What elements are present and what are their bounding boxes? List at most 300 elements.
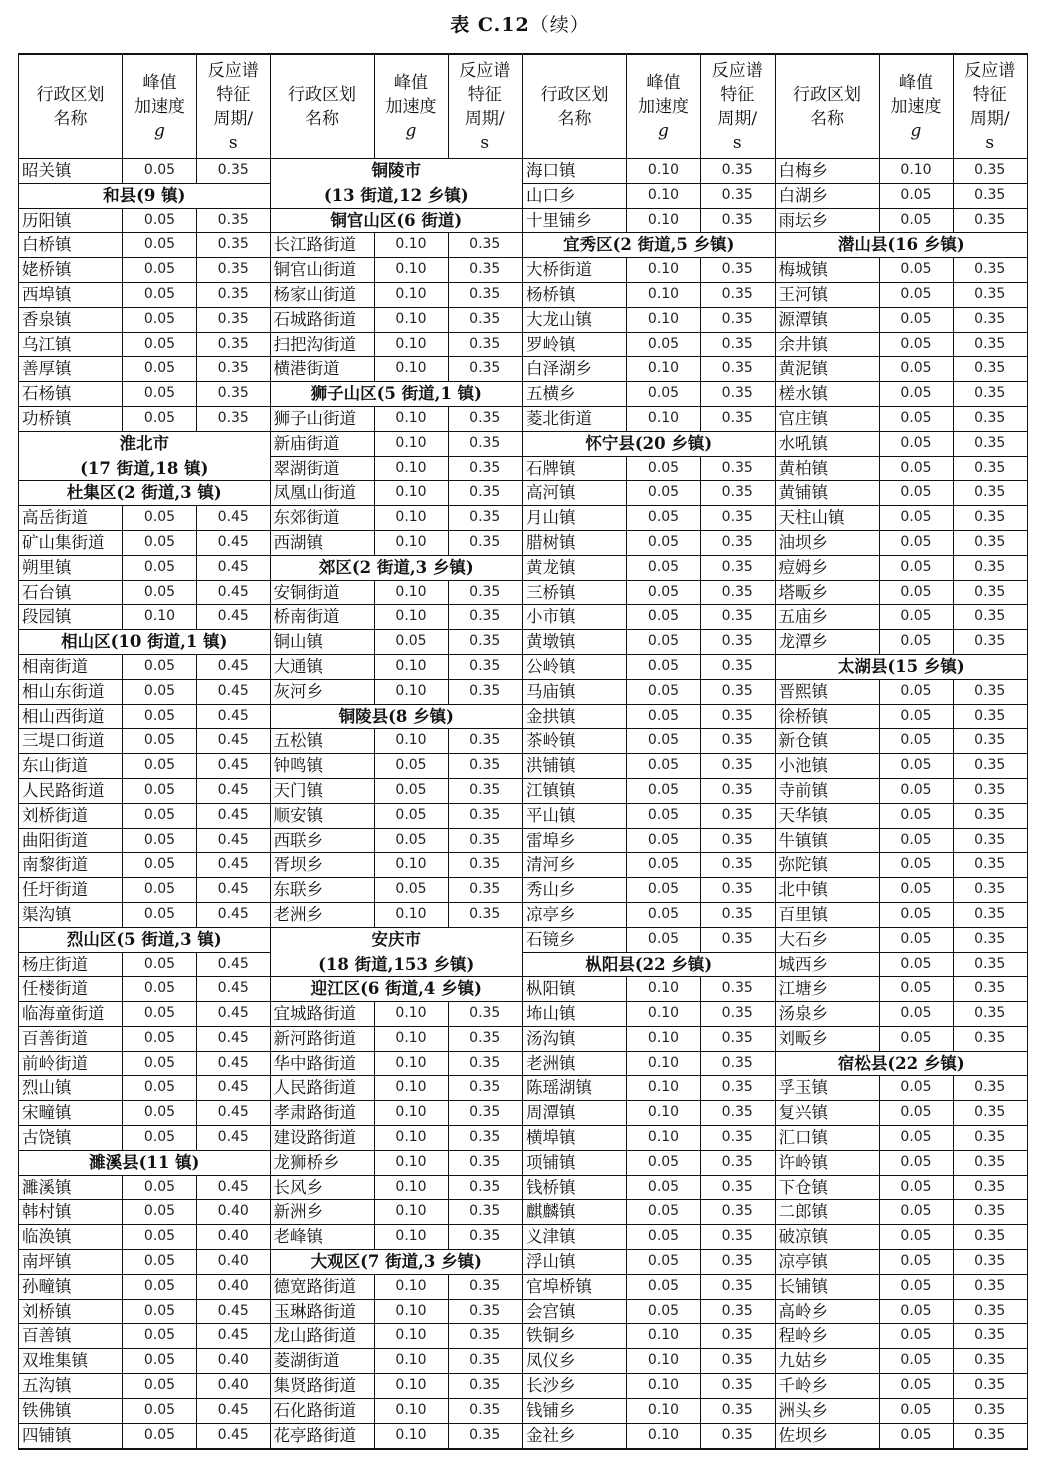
table-row xyxy=(776,1250,1028,1275)
table-row xyxy=(776,680,1028,705)
cell-region-name: 新仓镇 xyxy=(776,729,880,753)
cell-characteristic-period: 0.35 xyxy=(721,285,753,302)
cell-region-name: 石化路街道 xyxy=(271,1399,375,1423)
cell-peak-acceleration: 0.05 xyxy=(880,829,954,853)
table-row xyxy=(776,1324,1028,1349)
table-row xyxy=(19,1126,270,1151)
table-row xyxy=(271,283,523,308)
cell-region-name: 南坪镇 xyxy=(19,1250,123,1274)
cell-region-name: 钱桥镇 xyxy=(523,1176,627,1200)
cell-peak-acceleration: 0.05 xyxy=(627,382,701,406)
cell-region-name: 前岭街道 xyxy=(19,1052,123,1076)
table-row xyxy=(19,779,270,804)
table-row xyxy=(19,1424,270,1449)
cell-characteristic-period: 0.35 xyxy=(469,1426,501,1443)
cell-peak-acceleration: 0.05 xyxy=(880,209,954,233)
header-peak-unit: g xyxy=(658,120,669,141)
header-name-line: 名称 xyxy=(53,108,88,129)
cell-peak-acceleration: 0.05 xyxy=(880,729,954,753)
cell-region-name: 大通镇 xyxy=(271,655,375,679)
cell-peak-acceleration: 0.05 xyxy=(627,581,701,605)
cell-characteristic-period: 0.35 xyxy=(974,1104,1006,1121)
cell-peak-acceleration: 0.05 xyxy=(123,878,197,902)
cell-region-name: 西湖镇 xyxy=(271,531,375,555)
table-row xyxy=(523,1027,775,1052)
table-row xyxy=(523,481,775,506)
header-period-line: 特征 xyxy=(467,84,502,105)
cell-characteristic-period: 0.45 xyxy=(217,509,249,526)
cell-characteristic-period: 0.35 xyxy=(721,310,753,327)
cell-region-name: 天柱山镇 xyxy=(776,506,880,530)
table-row xyxy=(523,680,775,705)
table-row xyxy=(523,1275,775,1300)
cell-region-name: 三堤口街道 xyxy=(19,729,123,753)
cell-characteristic-period: 0.35 xyxy=(469,633,501,650)
table-row xyxy=(776,1002,1028,1027)
cell-region-name: 白梅乡 xyxy=(776,159,880,183)
cell-region-name: 相山西街道 xyxy=(19,705,123,729)
cell-peak-acceleration: 0.05 xyxy=(880,1399,954,1423)
cell-region-name: 山口乡 xyxy=(523,184,627,208)
table-row xyxy=(271,531,523,556)
table-row xyxy=(271,581,523,606)
cell-region-name: 公岭镇 xyxy=(523,655,627,679)
cell-region-name: 周潭镇 xyxy=(523,1101,627,1125)
cell-characteristic-period: 0.35 xyxy=(974,682,1006,699)
cell-peak-acceleration: 0.10 xyxy=(627,407,701,431)
table-header xyxy=(523,55,775,159)
table-row xyxy=(271,878,523,903)
cell-peak-acceleration: 0.05 xyxy=(880,630,954,654)
cell-characteristic-period: 0.35 xyxy=(721,608,753,625)
cell-peak-acceleration: 0.10 xyxy=(627,1027,701,1051)
cell-characteristic-period: 0.35 xyxy=(974,1377,1006,1394)
header-peak-line: 峰值 xyxy=(646,72,681,93)
cell-region-name: 灰河乡 xyxy=(271,680,375,704)
cell-region-name: 五横乡 xyxy=(523,382,627,406)
table-row xyxy=(776,1151,1028,1176)
cell-peak-acceleration: 0.05 xyxy=(123,1002,197,1026)
cell-characteristic-period: 0.35 xyxy=(217,285,249,302)
cell-peak-acceleration: 0.05 xyxy=(123,1200,197,1224)
cell-region-name: 五沟镇 xyxy=(19,1374,123,1398)
table-row xyxy=(19,1052,270,1077)
table-row xyxy=(271,1076,523,1101)
cell-peak-acceleration: 0.05 xyxy=(880,333,954,357)
cell-peak-acceleration: 0.05 xyxy=(627,457,701,481)
table-row xyxy=(19,283,270,308)
cell-peak-acceleration: 0.05 xyxy=(880,1374,954,1398)
table-row xyxy=(776,1176,1028,1201)
cell-peak-acceleration: 0.05 xyxy=(123,556,197,580)
table-row xyxy=(19,333,270,358)
cell-characteristic-period: 0.35 xyxy=(469,1104,501,1121)
cell-region-name: 玉琳路街道 xyxy=(271,1300,375,1324)
cell-region-name: 源潭镇 xyxy=(776,308,880,332)
cell-characteristic-period: 0.35 xyxy=(974,261,1006,278)
cell-region-name: 月山镇 xyxy=(523,506,627,530)
table-row xyxy=(523,1151,775,1176)
cell-characteristic-period: 0.40 xyxy=(217,1203,249,1220)
cell-region-name: 四铺镇 xyxy=(19,1424,123,1449)
group-heading-row: 怀宁县(20 乡镇) xyxy=(523,432,775,457)
cell-region-name: 段园镇 xyxy=(19,605,123,629)
cell-characteristic-period: 0.35 xyxy=(974,1029,1006,1046)
cell-peak-acceleration: 0.05 xyxy=(880,1027,954,1051)
cell-characteristic-period: 0.35 xyxy=(469,881,501,898)
cell-peak-acceleration: 0.10 xyxy=(375,457,449,481)
cell-characteristic-period: 0.40 xyxy=(217,1352,249,1369)
cell-region-name: 白桥镇 xyxy=(19,233,123,257)
cell-peak-acceleration: 0.10 xyxy=(627,1374,701,1398)
cell-region-name: 余井镇 xyxy=(776,333,880,357)
cell-characteristic-period: 0.45 xyxy=(217,1302,249,1319)
cell-characteristic-period: 0.40 xyxy=(217,1277,249,1294)
cell-characteristic-period: 0.35 xyxy=(469,583,501,600)
group-heading-row: 烈山区(5 街道,3 镇) xyxy=(19,928,270,953)
group-heading-row: 郊区(2 街道,3 乡镇) xyxy=(271,556,523,581)
table-row xyxy=(19,308,270,333)
cell-characteristic-period: 0.35 xyxy=(721,1029,753,1046)
table-row xyxy=(523,705,775,730)
cell-peak-acceleration: 0.05 xyxy=(123,1027,197,1051)
cell-characteristic-period: 0.35 xyxy=(469,434,501,451)
table-row xyxy=(776,432,1028,457)
cell-region-name: 痘姆乡 xyxy=(776,556,880,580)
cell-peak-acceleration: 0.05 xyxy=(880,1225,954,1249)
table-row xyxy=(776,903,1028,928)
table-row xyxy=(271,1101,523,1126)
cell-region-name: 黄龙镇 xyxy=(523,556,627,580)
table-row xyxy=(19,1374,270,1399)
cell-characteristic-period: 0.35 xyxy=(469,261,501,278)
cell-region-name: 许岭镇 xyxy=(776,1151,880,1175)
cell-characteristic-period: 0.35 xyxy=(217,360,249,377)
cell-region-name: 槎水镇 xyxy=(776,382,880,406)
cell-peak-acceleration: 0.05 xyxy=(627,853,701,877)
cell-peak-acceleration: 0.05 xyxy=(123,1424,197,1449)
table-row xyxy=(19,506,270,531)
cell-region-name: 凉亭镇 xyxy=(776,1250,880,1274)
group-heading-row: 和县(9 镇) xyxy=(19,184,270,209)
cell-peak-acceleration: 0.05 xyxy=(627,903,701,927)
table-row xyxy=(19,680,270,705)
table-row xyxy=(523,1225,775,1250)
table-row xyxy=(776,1399,1028,1424)
cell-characteristic-period: 0.35 xyxy=(469,1228,501,1245)
table-row xyxy=(523,878,775,903)
header-name-line: 行政区划 xyxy=(288,84,356,105)
header-period-line: 反应谱 xyxy=(459,60,511,81)
cell-peak-acceleration: 0.05 xyxy=(627,605,701,629)
cell-peak-acceleration: 0.05 xyxy=(375,829,449,853)
table-row xyxy=(776,283,1028,308)
cell-region-name: 西埠镇 xyxy=(19,283,123,307)
cell-peak-acceleration: 0.05 xyxy=(880,804,954,828)
cell-characteristic-period: 0.35 xyxy=(974,1005,1006,1022)
cell-peak-acceleration: 0.05 xyxy=(123,308,197,332)
table-row xyxy=(271,333,523,358)
cell-region-name: 烈山镇 xyxy=(19,1076,123,1100)
cell-peak-acceleration: 0.05 xyxy=(123,233,197,257)
cell-characteristic-period: 0.35 xyxy=(469,1153,501,1170)
cell-peak-acceleration: 0.05 xyxy=(880,1176,954,1200)
cell-peak-acceleration: 0.05 xyxy=(375,779,449,803)
cell-characteristic-period: 0.45 xyxy=(217,608,249,625)
group-heading-row: 铜陵市 xyxy=(371,161,421,180)
table-row xyxy=(19,1027,270,1052)
cell-region-name: 杨家山街道 xyxy=(271,283,375,307)
cell-peak-acceleration: 0.10 xyxy=(375,1275,449,1299)
cell-region-name: 石镜乡 xyxy=(523,928,627,952)
header-peak-line: 峰值 xyxy=(899,72,933,93)
table-row xyxy=(19,1225,270,1250)
cell-region-name: 弥陀镇 xyxy=(776,853,880,877)
table-row xyxy=(776,209,1028,234)
cell-region-name: 乌江镇 xyxy=(19,333,123,357)
table-row xyxy=(523,1250,775,1275)
cell-peak-acceleration: 0.05 xyxy=(880,184,954,208)
cell-region-name: 铁佛镇 xyxy=(19,1399,123,1423)
cell-peak-acceleration: 0.05 xyxy=(880,581,954,605)
cell-characteristic-period: 0.35 xyxy=(721,831,753,848)
header-period-unit: s xyxy=(732,132,742,153)
cell-characteristic-period: 0.35 xyxy=(469,1079,501,1096)
cell-region-name: 刘桥镇 xyxy=(19,1300,123,1324)
cell-region-name: 铁铜乡 xyxy=(523,1324,627,1348)
cell-characteristic-period: 0.35 xyxy=(974,1178,1006,1195)
cell-region-name: 秀山乡 xyxy=(523,878,627,902)
cell-characteristic-period: 0.45 xyxy=(217,657,249,674)
cell-region-name: 黄铺镇 xyxy=(776,481,880,505)
cell-peak-acceleration: 0.10 xyxy=(627,209,701,233)
cell-peak-acceleration: 0.05 xyxy=(880,878,954,902)
cell-characteristic-period: 0.35 xyxy=(469,335,501,352)
cell-peak-acceleration: 0.10 xyxy=(627,283,701,307)
cell-characteristic-period: 0.45 xyxy=(217,583,249,600)
table-row xyxy=(776,457,1028,482)
cell-region-name: 茶岭镇 xyxy=(523,729,627,753)
table-row xyxy=(19,159,270,184)
cell-region-name: 油坝乡 xyxy=(776,531,880,555)
table-row xyxy=(523,184,775,209)
group-heading-row: 狮子山区(5 街道,1 镇) xyxy=(271,382,523,407)
group-heading-row: (17 街道,18 镇) xyxy=(19,457,270,482)
cell-peak-acceleration: 0.05 xyxy=(627,1151,701,1175)
cell-region-name: 大龙山镇 xyxy=(523,308,627,332)
header-name xyxy=(523,55,627,158)
cell-region-name: 孝肃路街道 xyxy=(271,1101,375,1125)
header-peak-line: 加速度 xyxy=(134,96,185,117)
cell-peak-acceleration: 0.10 xyxy=(375,1176,449,1200)
header-period-line: 周期/ xyxy=(213,108,254,129)
cell-peak-acceleration: 0.05 xyxy=(123,581,197,605)
cell-peak-acceleration: 0.05 xyxy=(123,829,197,853)
table-title-main: 表 C.12 xyxy=(450,14,530,36)
cell-characteristic-period: 0.35 xyxy=(974,1153,1006,1170)
cell-peak-acceleration: 0.10 xyxy=(375,432,449,456)
table-row xyxy=(523,1101,775,1126)
cell-peak-acceleration: 0.10 xyxy=(375,1126,449,1150)
table-row xyxy=(271,1176,523,1201)
cell-peak-acceleration: 0.10 xyxy=(375,1151,449,1175)
cell-characteristic-period: 0.35 xyxy=(721,633,753,650)
cell-peak-acceleration: 0.05 xyxy=(880,556,954,580)
table-header xyxy=(19,55,270,159)
cell-characteristic-period: 0.35 xyxy=(974,509,1006,526)
header-period-unit: s xyxy=(985,132,995,153)
header-characteristic-period xyxy=(197,55,270,158)
cell-region-name: 香泉镇 xyxy=(19,308,123,332)
table-row xyxy=(19,258,270,283)
cell-peak-acceleration: 0.05 xyxy=(123,1275,197,1299)
cell-region-name: 华中路街道 xyxy=(271,1052,375,1076)
cell-peak-acceleration: 0.05 xyxy=(880,382,954,406)
cell-characteristic-period: 0.35 xyxy=(974,1079,1006,1096)
cell-peak-acceleration: 0.10 xyxy=(627,1324,701,1348)
header-name-line: 名称 xyxy=(557,108,592,129)
table-row xyxy=(776,754,1028,779)
table-row xyxy=(776,407,1028,432)
group-heading-row: 宜秀区(2 街道,5 乡镇) xyxy=(523,233,775,258)
cell-region-name: 长风乡 xyxy=(271,1176,375,1200)
header-period-line: 反应谱 xyxy=(711,60,763,81)
table-row xyxy=(271,357,523,382)
cell-characteristic-period: 0.35 xyxy=(974,707,1006,724)
cell-characteristic-period: 0.35 xyxy=(721,707,753,724)
cell-characteristic-period: 0.35 xyxy=(721,1153,753,1170)
header-name-line: 行政区划 xyxy=(540,84,609,105)
cell-region-name: 大石乡 xyxy=(776,928,880,952)
cell-region-name: 曲阳街道 xyxy=(19,829,123,853)
cell-peak-acceleration: 0.05 xyxy=(627,1275,701,1299)
cell-region-name: 白湖乡 xyxy=(776,184,880,208)
header-peak-acceleration xyxy=(375,55,449,158)
cell-characteristic-period: 0.35 xyxy=(721,930,753,947)
table-row xyxy=(19,1300,270,1325)
cell-region-name: 横埠镇 xyxy=(523,1126,627,1150)
table-row xyxy=(776,333,1028,358)
cell-peak-acceleration: 0.10 xyxy=(375,729,449,753)
cell-characteristic-period: 0.35 xyxy=(721,1104,753,1121)
table-row xyxy=(523,729,775,754)
cell-characteristic-period: 0.35 xyxy=(721,186,753,203)
cell-region-name: 朔里镇 xyxy=(19,556,123,580)
table-row xyxy=(19,1076,270,1101)
cell-region-name: 城西乡 xyxy=(776,953,880,977)
table-header xyxy=(776,55,1028,159)
cell-region-name: 昭关镇 xyxy=(19,159,123,183)
cell-region-name: 五松镇 xyxy=(271,729,375,753)
header-period-line: 反应谱 xyxy=(207,60,259,81)
cell-peak-acceleration: 0.10 xyxy=(627,1424,701,1449)
cell-characteristic-period: 0.45 xyxy=(217,806,249,823)
header-characteristic-period xyxy=(954,55,1027,158)
cell-peak-acceleration: 0.05 xyxy=(123,283,197,307)
cell-region-name: 汤沟镇 xyxy=(523,1027,627,1051)
cell-peak-acceleration: 0.10 xyxy=(375,481,449,505)
cell-peak-acceleration: 0.10 xyxy=(880,159,954,183)
cell-peak-acceleration: 0.05 xyxy=(880,457,954,481)
cell-peak-acceleration: 0.05 xyxy=(375,630,449,654)
table-row xyxy=(523,1399,775,1424)
cell-region-name: 马庙镇 xyxy=(523,680,627,704)
cell-peak-acceleration: 0.10 xyxy=(375,655,449,679)
cell-region-name: 黄柏镇 xyxy=(776,457,880,481)
cell-peak-acceleration: 0.10 xyxy=(375,1424,449,1449)
cell-region-name: 官庄镇 xyxy=(776,407,880,431)
table-row xyxy=(271,506,523,531)
cell-peak-acceleration: 0.10 xyxy=(627,1052,701,1076)
cell-characteristic-period: 0.35 xyxy=(974,1327,1006,1344)
cell-characteristic-period: 0.35 xyxy=(721,1005,753,1022)
cell-characteristic-period: 0.35 xyxy=(469,781,501,798)
group-heading-row: 大观区(7 街道,3 乡镇) xyxy=(271,1250,523,1275)
cell-characteristic-period: 0.35 xyxy=(974,1129,1006,1146)
cell-peak-acceleration: 0.10 xyxy=(375,1002,449,1026)
cell-characteristic-period: 0.35 xyxy=(469,1377,501,1394)
header-period-line: 周期/ xyxy=(969,108,1010,129)
cell-region-name: 铜官山街道 xyxy=(271,258,375,282)
table-row xyxy=(271,804,523,829)
table-row xyxy=(271,233,523,258)
cell-region-name: 老峰镇 xyxy=(271,1225,375,1249)
cell-characteristic-period: 0.35 xyxy=(469,856,501,873)
cell-peak-acceleration: 0.05 xyxy=(627,1176,701,1200)
table-row xyxy=(19,407,270,432)
table-row xyxy=(523,853,775,878)
cell-peak-acceleration: 0.10 xyxy=(375,605,449,629)
cell-characteristic-period: 0.35 xyxy=(469,1178,501,1195)
cell-region-name: 临海童街道 xyxy=(19,1002,123,1026)
cell-characteristic-period: 0.45 xyxy=(217,781,249,798)
cell-peak-acceleration: 0.05 xyxy=(123,655,197,679)
cell-region-name: 老洲镇 xyxy=(523,1052,627,1076)
cell-characteristic-period: 0.45 xyxy=(217,707,249,724)
cell-peak-acceleration: 0.05 xyxy=(375,804,449,828)
cell-peak-acceleration: 0.05 xyxy=(627,333,701,357)
table-row xyxy=(271,729,523,754)
cell-characteristic-period: 0.35 xyxy=(469,1129,501,1146)
cell-characteristic-period: 0.35 xyxy=(721,905,753,922)
cell-characteristic-period: 0.35 xyxy=(974,162,1006,178)
cell-region-name: 高岳街道 xyxy=(19,506,123,530)
cell-region-name: 杨庄街道 xyxy=(19,953,123,977)
cell-region-name: 洪铺镇 xyxy=(523,754,627,778)
table-row xyxy=(271,903,523,928)
cell-region-name: 宜城路街道 xyxy=(271,1002,375,1026)
cell-characteristic-period: 0.35 xyxy=(721,335,753,352)
cell-region-name: 洲头乡 xyxy=(776,1399,880,1423)
cell-characteristic-period: 0.35 xyxy=(469,484,501,501)
group-heading-row: 相山区(10 街道,1 镇) xyxy=(19,630,270,655)
cell-characteristic-period: 0.35 xyxy=(217,261,249,278)
cell-peak-acceleration: 0.05 xyxy=(123,1300,197,1324)
cell-characteristic-period: 0.35 xyxy=(974,955,1006,972)
cell-region-name: 功桥镇 xyxy=(19,407,123,431)
table-row xyxy=(271,1225,523,1250)
cell-peak-acceleration: 0.05 xyxy=(123,705,197,729)
cell-peak-acceleration: 0.10 xyxy=(627,258,701,282)
cell-region-name: 清河乡 xyxy=(523,853,627,877)
cell-region-name: 百里镇 xyxy=(776,903,880,927)
table-row xyxy=(271,432,523,457)
header-period-line: 周期/ xyxy=(717,108,758,129)
cell-characteristic-period: 0.35 xyxy=(974,806,1006,823)
table-row xyxy=(523,655,775,680)
cell-characteristic-period: 0.35 xyxy=(721,856,753,873)
cell-region-name: 破凉镇 xyxy=(776,1225,880,1249)
